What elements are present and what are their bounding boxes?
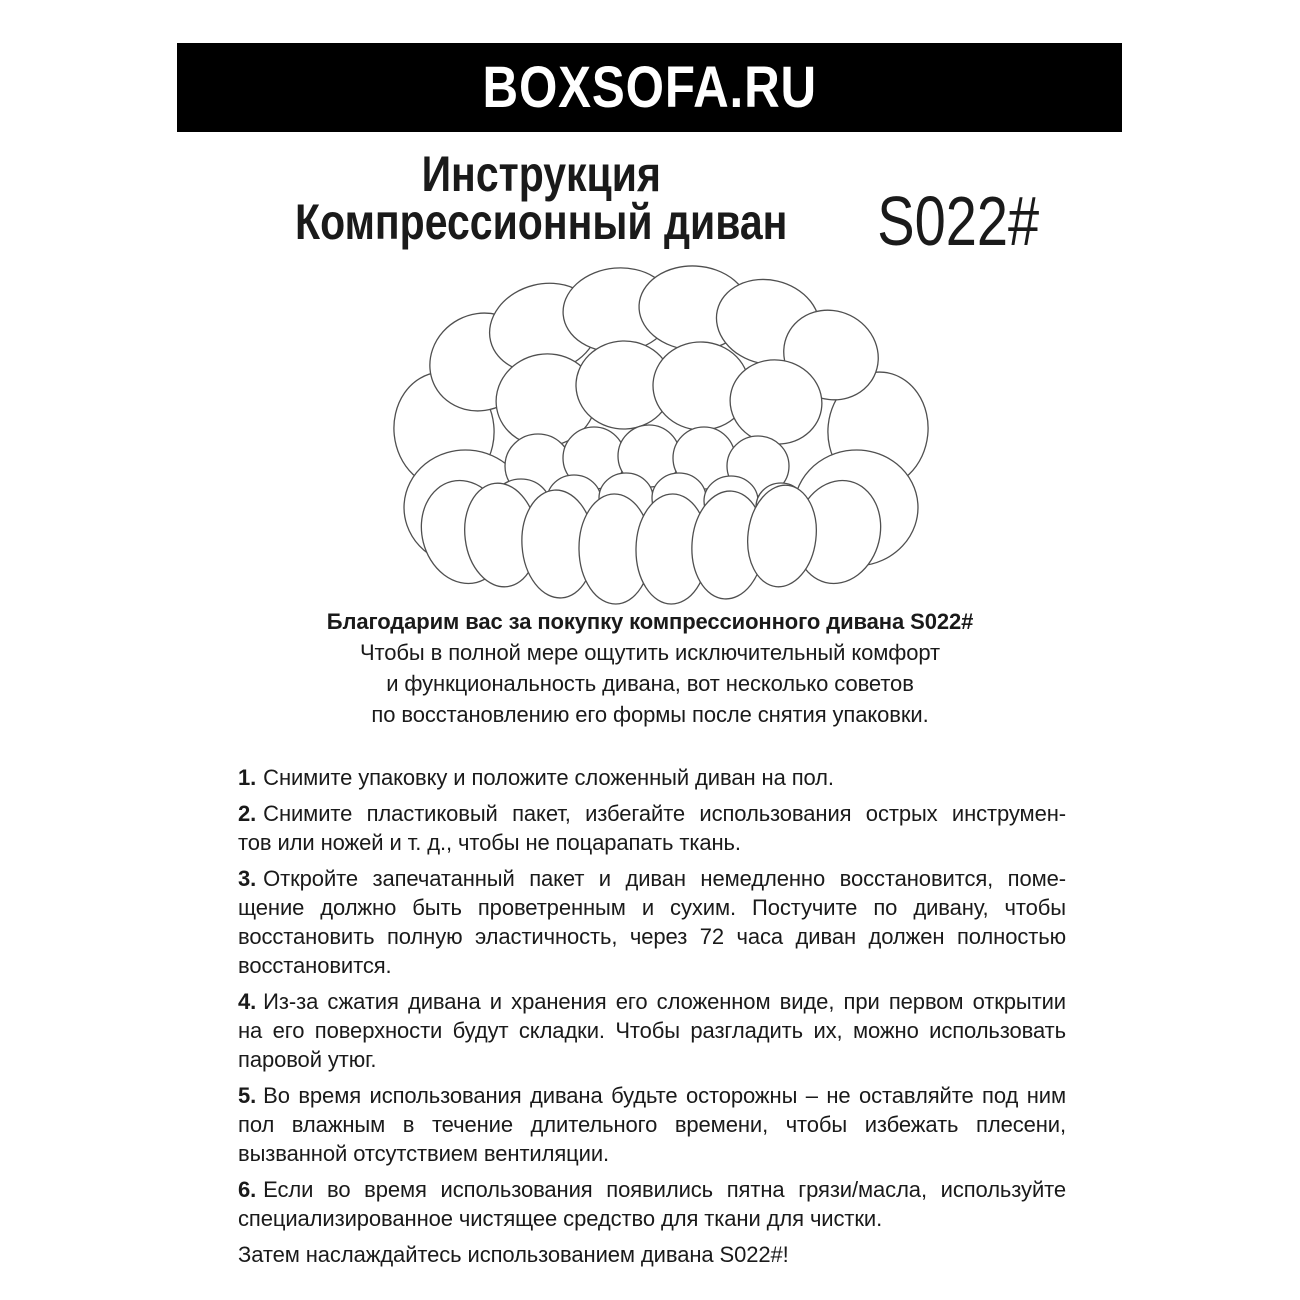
intro-thanks-line: Благодарим вас за покупку компрессионного дивана S022# bbox=[326, 609, 974, 634]
instruction-item-1-line-1: 1. Снимите упаковку и положите сложенный диван на пол. bbox=[238, 765, 834, 790]
instruction-item-2-line-1: 2. Снимите пластиковый пакет, избегайте использования острых инструмен- bbox=[238, 801, 1066, 826]
item-number: 2. bbox=[238, 801, 257, 826]
instruction-item-4-line-3: паровой утюг. bbox=[238, 1047, 377, 1072]
instruction-item-5 bbox=[238, 1081, 1066, 1168]
instruction-item-2-line-2: тов или ножей и т. д., чтобы не поцарапать ткань. bbox=[238, 830, 741, 855]
item-number: 1. bbox=[238, 765, 257, 790]
doc-title-line1: Инструкция bbox=[421, 146, 661, 202]
instruction-item-6 bbox=[238, 1175, 1066, 1233]
item-number: 4. bbox=[238, 989, 257, 1014]
instruction-item-6-line-1: 6. Если во время использования появились пятна грязи/масла, используйте bbox=[238, 1177, 1066, 1202]
closing-line: Затем наслаждайтесь использованием дивана S022#! bbox=[238, 1242, 789, 1267]
intro-line-2: и функциональность дивана, вот несколько советов bbox=[386, 671, 914, 696]
instruction-item-5-line-2: пол влажным в течение длительного времени, чтобы избежать плесени, bbox=[238, 1112, 1066, 1137]
brand-logo-text: BOXSOFA.RU bbox=[482, 55, 817, 120]
item-number: 3. bbox=[238, 866, 257, 891]
intro-line-3: по восстановлению его формы после снятия упаковки. bbox=[371, 702, 929, 727]
doc-title bbox=[294, 146, 787, 250]
brand-banner bbox=[177, 43, 1122, 132]
instruction-item-3-line-4: восстановится. bbox=[238, 953, 392, 978]
instruction-item-3 bbox=[238, 864, 1066, 980]
instruction-item-1 bbox=[238, 763, 1066, 792]
item-number: 5. bbox=[238, 1083, 257, 1108]
instruction-item-4-line-2: на его поверхности будут складки. Чтобы разгладить их, можно использовать bbox=[238, 1018, 1066, 1043]
instruction-item-4-line-1: 4. Из-за сжатия дивана и хранения его сложенном виде, при первом открытии bbox=[238, 989, 1066, 1014]
instruction-item-4 bbox=[238, 987, 1066, 1074]
instruction-item-3-line-3: восстановить полную эластичность, через 72 часа диван должен полностью bbox=[238, 924, 1066, 949]
instruction-item-3-line-2: щение должно быть проветренным и сухим. Постучите по дивану, чтобы bbox=[238, 895, 1066, 920]
title-block bbox=[0, 146, 1300, 260]
bubble-sofa-drawing bbox=[386, 270, 936, 605]
instructions-list bbox=[238, 763, 1066, 1276]
intro-block bbox=[0, 606, 1300, 730]
instruction-item-2 bbox=[238, 799, 1066, 857]
intro-line-1: Чтобы в полной мере ощутить исключительный комфорт bbox=[359, 640, 941, 665]
item-number: 6. bbox=[238, 1177, 257, 1202]
instruction-item-3-line-1: 3. Откройте запечатанный пакет и диван немедленно восстановится, поме- bbox=[238, 866, 1066, 891]
sofa-illustration bbox=[386, 270, 936, 605]
instruction-item-6-line-2: специализированное чистящее средство для ткани для чистки. bbox=[238, 1206, 883, 1231]
doc-title-line2: Компрессионный диван bbox=[294, 194, 787, 250]
instruction-item-5-line-1: 5. Во время использования дивана будьте осторожны – не оставляйте под ним bbox=[238, 1083, 1066, 1108]
instruction-item-5-line-3: вызванной отсутствием вентиляции. bbox=[238, 1141, 610, 1166]
model-code: S022# bbox=[877, 182, 1040, 260]
